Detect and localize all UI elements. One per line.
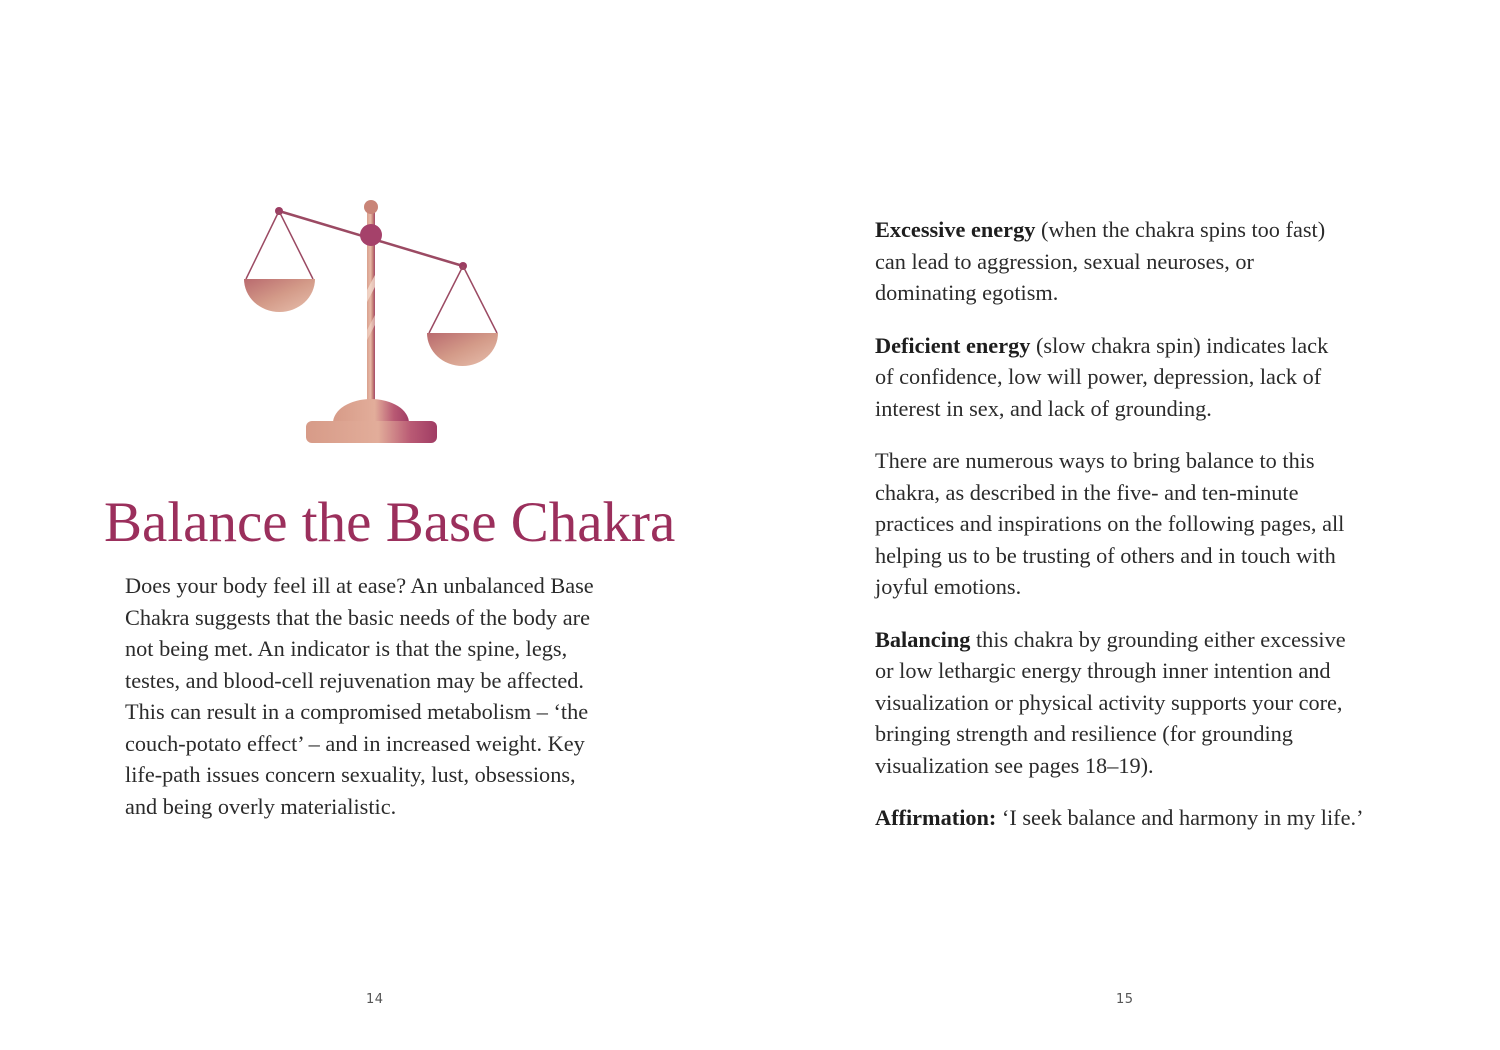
text-segment: (when the chakra spins too fast)	[1035, 217, 1326, 242]
text-line: life-path issues concern sexuality, lust, obsessions,	[125, 762, 576, 787]
right-text-column	[875, 214, 1435, 855]
scales-of-balance-icon	[238, 195, 503, 450]
text-line: visualization see pages 18–19).	[875, 752, 1154, 778]
text-line: interest in sex, and lack of grounding.	[875, 395, 1212, 421]
text-line	[875, 214, 1435, 246]
text-line	[875, 802, 1435, 834]
text-line: visualization or physical activity supports your core,	[875, 689, 1343, 715]
text-line: or low lethargic energy through inner intention and	[875, 658, 1331, 683]
text-line: can lead to aggression, sexual neuroses, or	[875, 248, 1254, 274]
right-page	[750, 0, 1500, 1050]
text-line: of confidence, low will power, depression, lack of	[875, 364, 1322, 389]
text-line	[875, 330, 1435, 362]
balance-ways-paragraph	[875, 445, 1435, 603]
text-line: helping us to be trusting of others and in touch with	[875, 542, 1336, 568]
balancing-paragraph	[875, 624, 1435, 782]
text-line: Chakra suggests that the basic needs of the body are	[125, 604, 591, 630]
text-line: This can result in a compromised metabolism – ‘the	[125, 699, 589, 724]
text-line: and being overly materialistic.	[125, 793, 397, 819]
excessive-energy-term: Excessive energy	[875, 217, 1036, 242]
text-segment: (slow chakra spin) indicates lack	[1030, 332, 1329, 358]
text-line: dominating egotism.	[875, 280, 1059, 305]
excessive-energy-paragraph	[875, 214, 1435, 309]
intro-paragraph	[125, 570, 645, 822]
affirmation-text: ‘I seek balance and harmony in my life.’	[996, 805, 1364, 830]
affirmation-paragraph	[875, 802, 1435, 834]
text-line: not being met. An indicator is that the spine, legs,	[125, 636, 568, 661]
text-line: There are numerous ways to bring balance to this	[875, 448, 1315, 473]
text-line: chakra, as described in the five- and ten-minute	[875, 479, 1299, 505]
text-line: bringing strength and resilience (for grounding	[875, 721, 1293, 746]
chapter-title: Balance the Base Chakra	[104, 491, 676, 554]
text-line	[875, 624, 1435, 656]
text-line: joyful emotions.	[875, 574, 1022, 599]
affirmation-term: Affirmation:	[875, 805, 997, 830]
deficient-energy-term: Deficient energy	[875, 332, 1031, 358]
page-number-left: 14	[366, 992, 384, 1007]
text-line: practices and inspirations on the following pages, all	[875, 511, 1345, 536]
balancing-term: Balancing	[875, 626, 971, 652]
text-line: Does your body feel ill at ease? An unbalanced Base	[125, 573, 594, 598]
text-line: couch-potato effect’ – and in increased weight. Key	[125, 730, 585, 756]
page-number-right: 15	[1116, 992, 1134, 1007]
text-segment: this chakra by grounding either excessive	[970, 626, 1346, 652]
deficient-energy-paragraph	[875, 330, 1435, 425]
text-line: testes, and blood-cell rejuvenation may be affected.	[125, 667, 584, 693]
